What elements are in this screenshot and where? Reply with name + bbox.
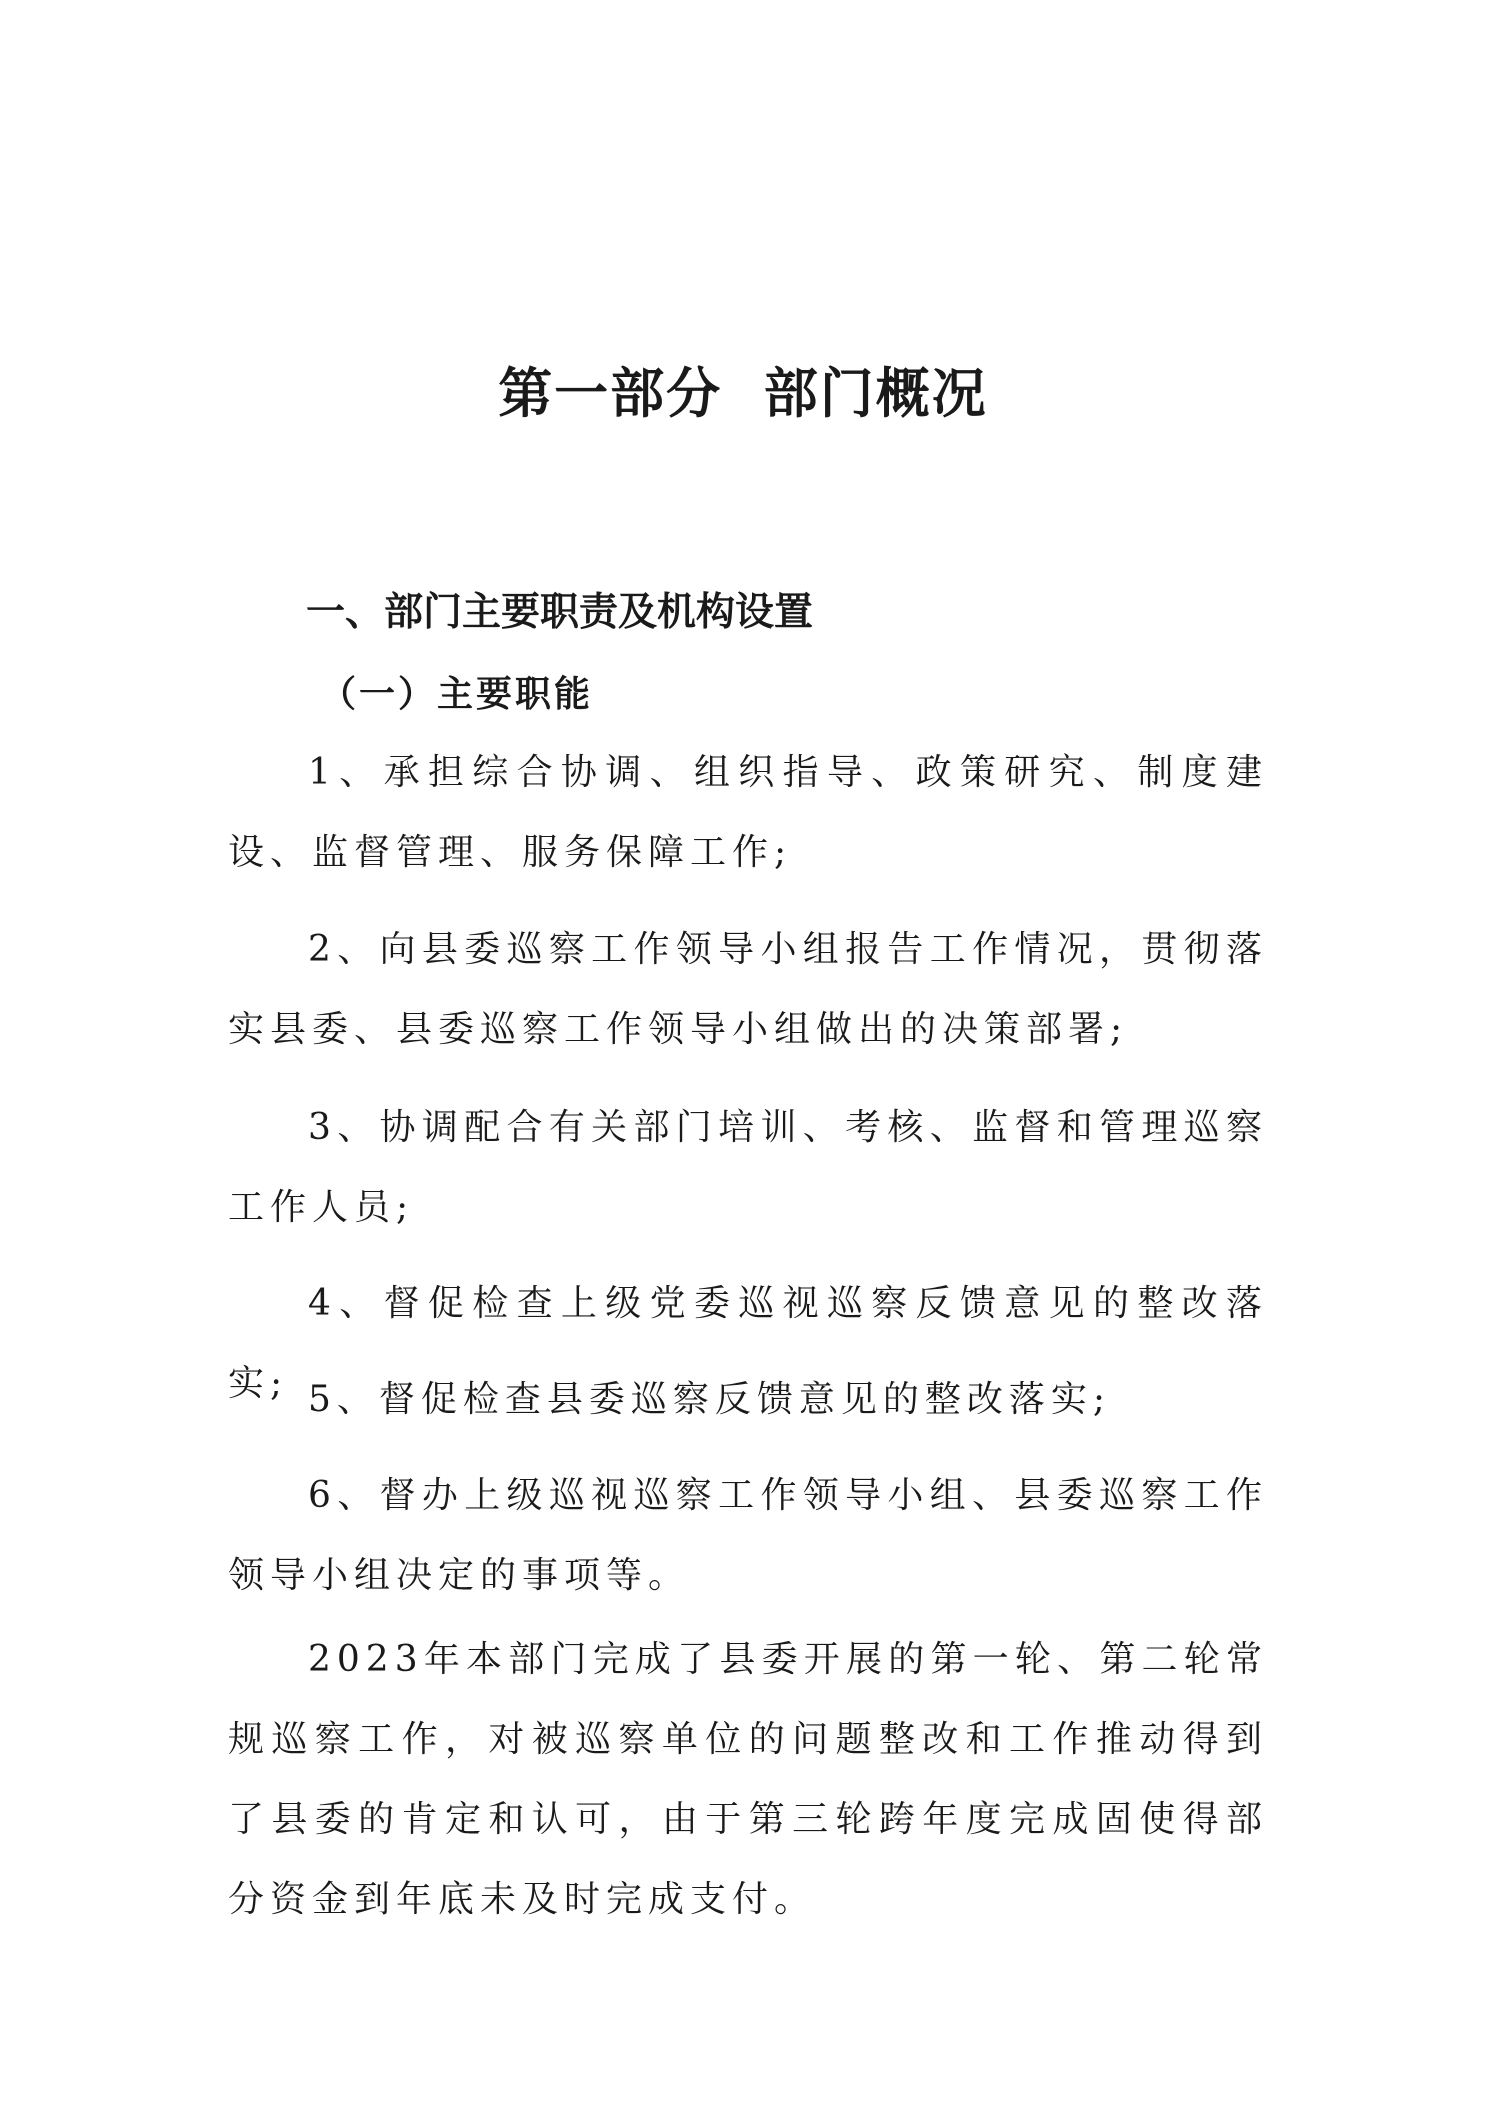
- page-title: 第一部分 部门概况: [498, 362, 988, 425]
- paragraph-duty-6: 6、督办上级巡视巡察工作领导小组、县委巡察工作领导小组决定的事项等。: [228, 1475, 1268, 1596]
- subsection-heading: （一）主要职能: [320, 673, 594, 715]
- paragraph-duty-2: 2、向县委巡察工作领导小组报告工作情况，贯彻落实县委、县委巡察工作领导小组做出的决策部署;: [228, 929, 1268, 1050]
- paragraph-summary: 2023年本部门完成了县委开展的第一轮、第二轮常规巡察工作，对被巡察单位的问题整改和工作推动得到了县委的肯定和认可，由于第三轮跨年度完成固使得部分资金到年底未及时完成支付。: [228, 1639, 1268, 1920]
- paragraph-duty-1: 1、承担综合协调、组织指导、政策研究、制度建设、监督管理、服务保障工作;: [228, 752, 1268, 873]
- paragraph-duty-4: 4、督促检查上级党委巡视巡察反馈意见的整改落实;: [228, 1283, 1268, 1404]
- paragraph-duty-3: 3、协调配合有关部门培训、考核、监督和管理巡察工作人员;: [228, 1107, 1268, 1228]
- section-heading: 一、部门主要职责及机构设置: [306, 590, 814, 635]
- paragraph-duty-5: 5、督促检查县委巡察反馈意见的整改落实;: [308, 1379, 1112, 1420]
